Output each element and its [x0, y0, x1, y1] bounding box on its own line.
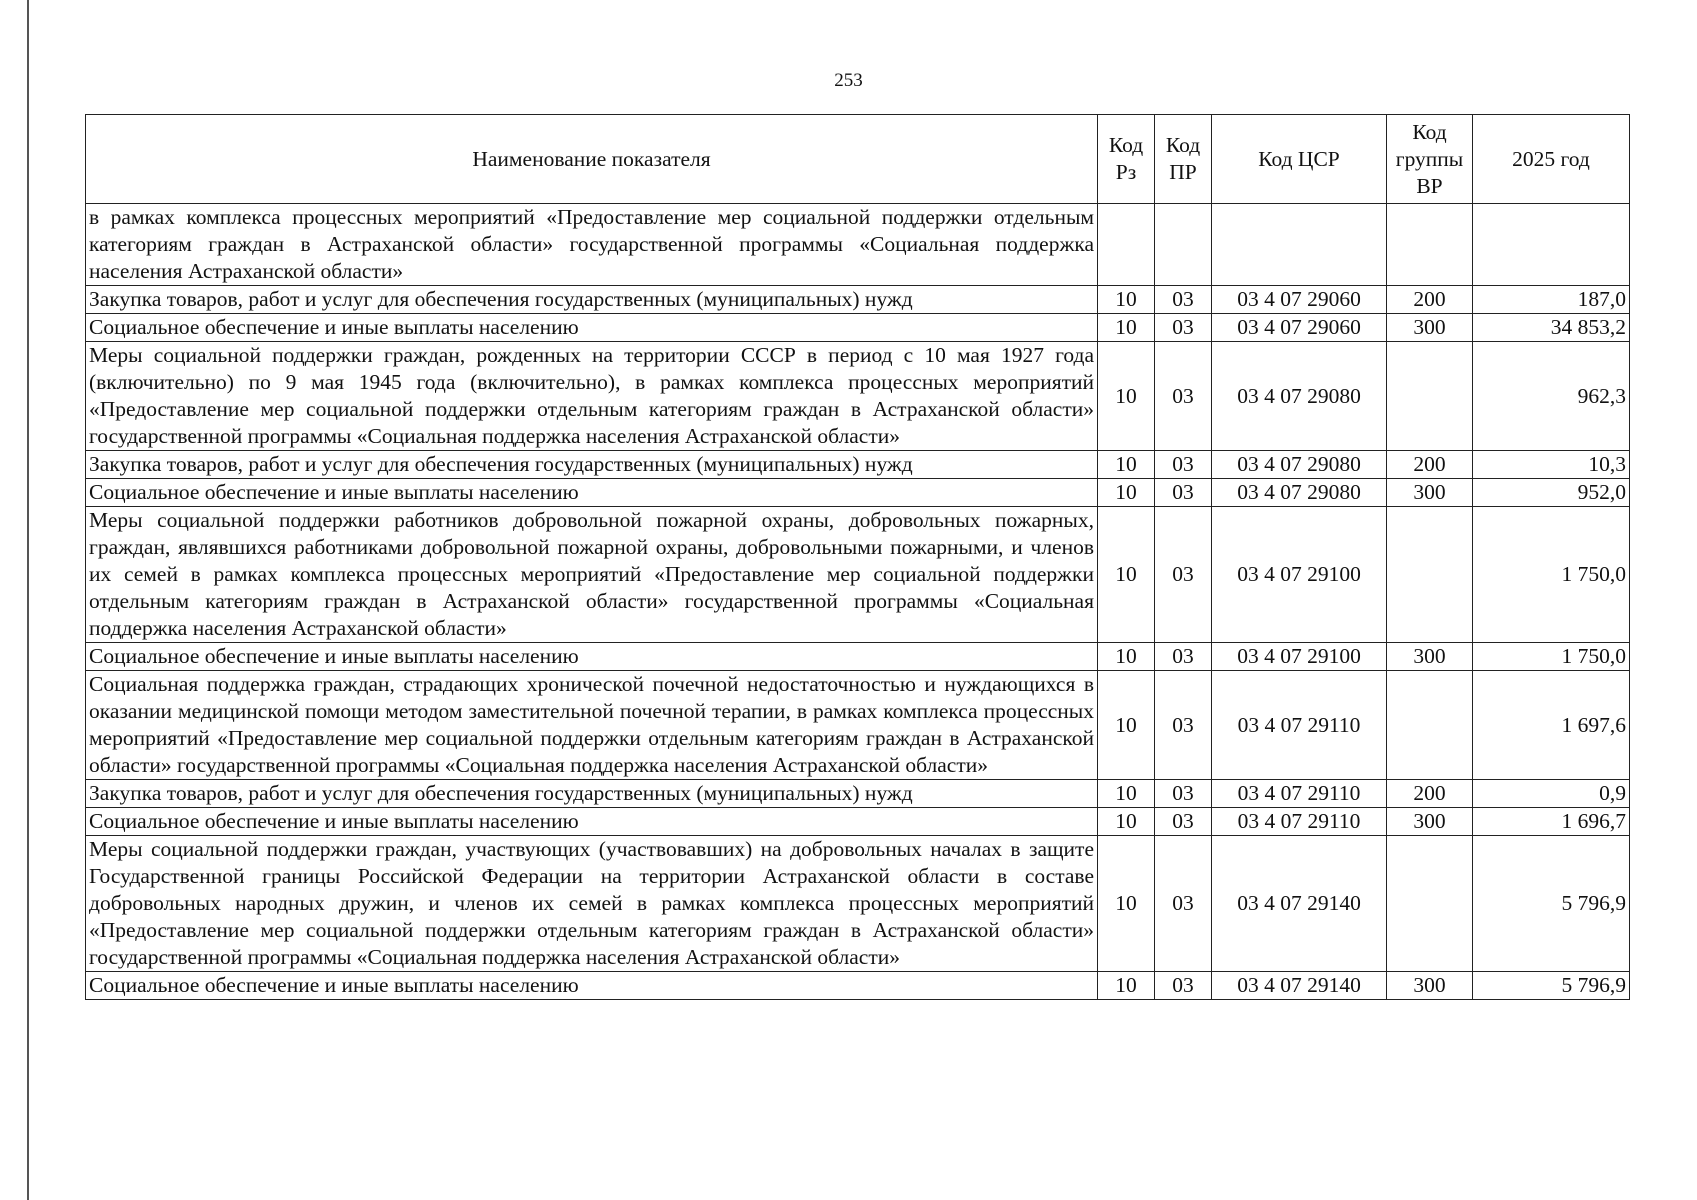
row-csr: 03 4 07 29140	[1212, 972, 1387, 1000]
row-name: Меры социальной поддержки граждан, участвующих (участвовавших) на добровольных началах в защите Государственной границы Российской Федерации на территории Астраханской области в составе добровольных народных дружин, и членов их семей в рамках комплекса процессных мероприятий «Предоставление мер социальной поддержки отдельным категориям граждан в Астраханской области» государственной программы «Социальная поддержка населения Астраханской области»	[86, 836, 1098, 972]
row-vr: 300	[1387, 972, 1473, 1000]
row-csr: 03 4 07 29110	[1212, 671, 1387, 780]
row-csr: 03 4 07 29080	[1212, 479, 1387, 507]
row-rz	[1098, 204, 1155, 286]
header-csr: Код ЦСР	[1212, 115, 1387, 204]
table-row	[86, 507, 1630, 643]
row-rz: 10	[1098, 451, 1155, 479]
row-name: Закупка товаров, работ и услуг для обеспечения государственных (муниципальных) нужд	[86, 780, 1098, 808]
row-name: Социальное обеспечение и иные выплаты населению	[86, 479, 1098, 507]
row-amount: 187,0	[1473, 286, 1630, 314]
row-rz: 10	[1098, 643, 1155, 671]
table-row	[86, 451, 1630, 479]
row-name: Социальное обеспечение и иные выплаты населению	[86, 314, 1098, 342]
row-vr	[1387, 671, 1473, 780]
table-row	[86, 643, 1630, 671]
left-margin-line	[27, 0, 29, 1200]
row-amount: 10,3	[1473, 451, 1630, 479]
table-row	[86, 836, 1630, 972]
row-pr: 03	[1155, 643, 1212, 671]
row-pr: 03	[1155, 286, 1212, 314]
row-amount: 1 750,0	[1473, 643, 1630, 671]
row-vr: 200	[1387, 780, 1473, 808]
row-vr	[1387, 836, 1473, 972]
row-rz: 10	[1098, 314, 1155, 342]
table-row	[86, 286, 1630, 314]
row-amount: 0,9	[1473, 780, 1630, 808]
row-csr: 03 4 07 29110	[1212, 780, 1387, 808]
table-header-row	[86, 115, 1630, 204]
row-name: Социальное обеспечение и иные выплаты населению	[86, 808, 1098, 836]
row-vr: 300	[1387, 479, 1473, 507]
row-pr: 03	[1155, 836, 1212, 972]
row-pr	[1155, 204, 1212, 286]
row-vr: 200	[1387, 451, 1473, 479]
table-row	[86, 204, 1630, 286]
header-name: Наименование показателя	[86, 115, 1098, 204]
row-rz: 10	[1098, 507, 1155, 643]
row-vr	[1387, 342, 1473, 451]
row-name: Закупка товаров, работ и услуг для обеспечения государственных (муниципальных) нужд	[86, 286, 1098, 314]
header-pr: Код ПР	[1155, 115, 1212, 204]
header-year: 2025 год	[1473, 115, 1630, 204]
row-csr: 03 4 07 29100	[1212, 507, 1387, 643]
row-amount: 34 853,2	[1473, 314, 1630, 342]
row-pr: 03	[1155, 808, 1212, 836]
row-vr: 300	[1387, 808, 1473, 836]
row-rz: 10	[1098, 780, 1155, 808]
row-amount: 1 696,7	[1473, 808, 1630, 836]
row-pr: 03	[1155, 314, 1212, 342]
row-rz: 10	[1098, 286, 1155, 314]
page-number: 253	[834, 70, 863, 91]
row-name: Социальная поддержка граждан, страдающих хронической почечной недостаточностью и нуждающихся в оказании медицинской помощи методом заместительной почечной терапии, в рамках комплекса процессных мероприятий «Предоставление мер социальной поддержки отдельным категориям граждан в Астраханской области» государственной программы «Социальная поддержка населения Астраханской области»	[86, 671, 1098, 780]
row-rz: 10	[1098, 836, 1155, 972]
row-pr: 03	[1155, 671, 1212, 780]
row-name: Меры социальной поддержки работников добровольной пожарной охраны, добровольных пожарных, граждан, являвшихся работниками добровольной пожарной охраны, добровольными пожарными, и членов их семей в рамках комплекса процессных мероприятий «Предоставление мер социальной поддержки отдельным категориям граждан в Астраханской области» государственной программы «Социальная поддержка населения Астраханской области»	[86, 507, 1098, 643]
row-vr: 300	[1387, 314, 1473, 342]
budget-table	[85, 114, 1630, 1000]
row-amount: 5 796,9	[1473, 972, 1630, 1000]
table-row	[86, 342, 1630, 451]
row-rz: 10	[1098, 342, 1155, 451]
row-pr: 03	[1155, 451, 1212, 479]
row-vr	[1387, 204, 1473, 286]
row-rz: 10	[1098, 671, 1155, 780]
row-pr: 03	[1155, 972, 1212, 1000]
row-amount: 952,0	[1473, 479, 1630, 507]
row-csr: 03 4 07 29060	[1212, 314, 1387, 342]
row-vr	[1387, 507, 1473, 643]
row-rz: 10	[1098, 479, 1155, 507]
row-csr: 03 4 07 29140	[1212, 836, 1387, 972]
header-vr: Код группы ВР	[1387, 115, 1473, 204]
row-pr: 03	[1155, 507, 1212, 643]
row-csr: 03 4 07 29060	[1212, 286, 1387, 314]
row-pr: 03	[1155, 342, 1212, 451]
row-name: Меры социальной поддержки граждан, рожденных на территории СССР в период с 10 мая 1927 года (включительно) по 9 мая 1945 года (включительно), в рамках комплекса процессных мероприятий «Предоставление мер социальной поддержки отдельным категориям граждан в Астраханской области» государственной программы «Социальная поддержка населения Астраханской области»	[86, 342, 1098, 451]
row-rz: 10	[1098, 972, 1155, 1000]
row-amount: 1 697,6	[1473, 671, 1630, 780]
row-vr: 200	[1387, 286, 1473, 314]
header-rz: Код Рз	[1098, 115, 1155, 204]
row-name: Социальное обеспечение и иные выплаты населению	[86, 643, 1098, 671]
row-csr: 03 4 07 29080	[1212, 342, 1387, 451]
row-pr: 03	[1155, 479, 1212, 507]
table-row	[86, 972, 1630, 1000]
row-amount: 962,3	[1473, 342, 1630, 451]
row-pr: 03	[1155, 780, 1212, 808]
row-name: Социальное обеспечение и иные выплаты населению	[86, 972, 1098, 1000]
row-name: в рамках комплекса процессных мероприятий «Предоставление мер социальной поддержки отдельным категориям граждан в Астраханской области» государственной программы «Социальная поддержка населения Астраханской области»	[86, 204, 1098, 286]
row-amount: 5 796,9	[1473, 836, 1630, 972]
table-row	[86, 808, 1630, 836]
table-row	[86, 314, 1630, 342]
row-csr	[1212, 204, 1387, 286]
row-csr: 03 4 07 29080	[1212, 451, 1387, 479]
table-row	[86, 671, 1630, 780]
row-vr: 300	[1387, 643, 1473, 671]
row-name: Закупка товаров, работ и услуг для обеспечения государственных (муниципальных) нужд	[86, 451, 1098, 479]
table-row	[86, 780, 1630, 808]
row-amount: 1 750,0	[1473, 507, 1630, 643]
row-csr: 03 4 07 29110	[1212, 808, 1387, 836]
row-rz: 10	[1098, 808, 1155, 836]
row-csr: 03 4 07 29100	[1212, 643, 1387, 671]
row-amount	[1473, 204, 1630, 286]
table-row	[86, 479, 1630, 507]
